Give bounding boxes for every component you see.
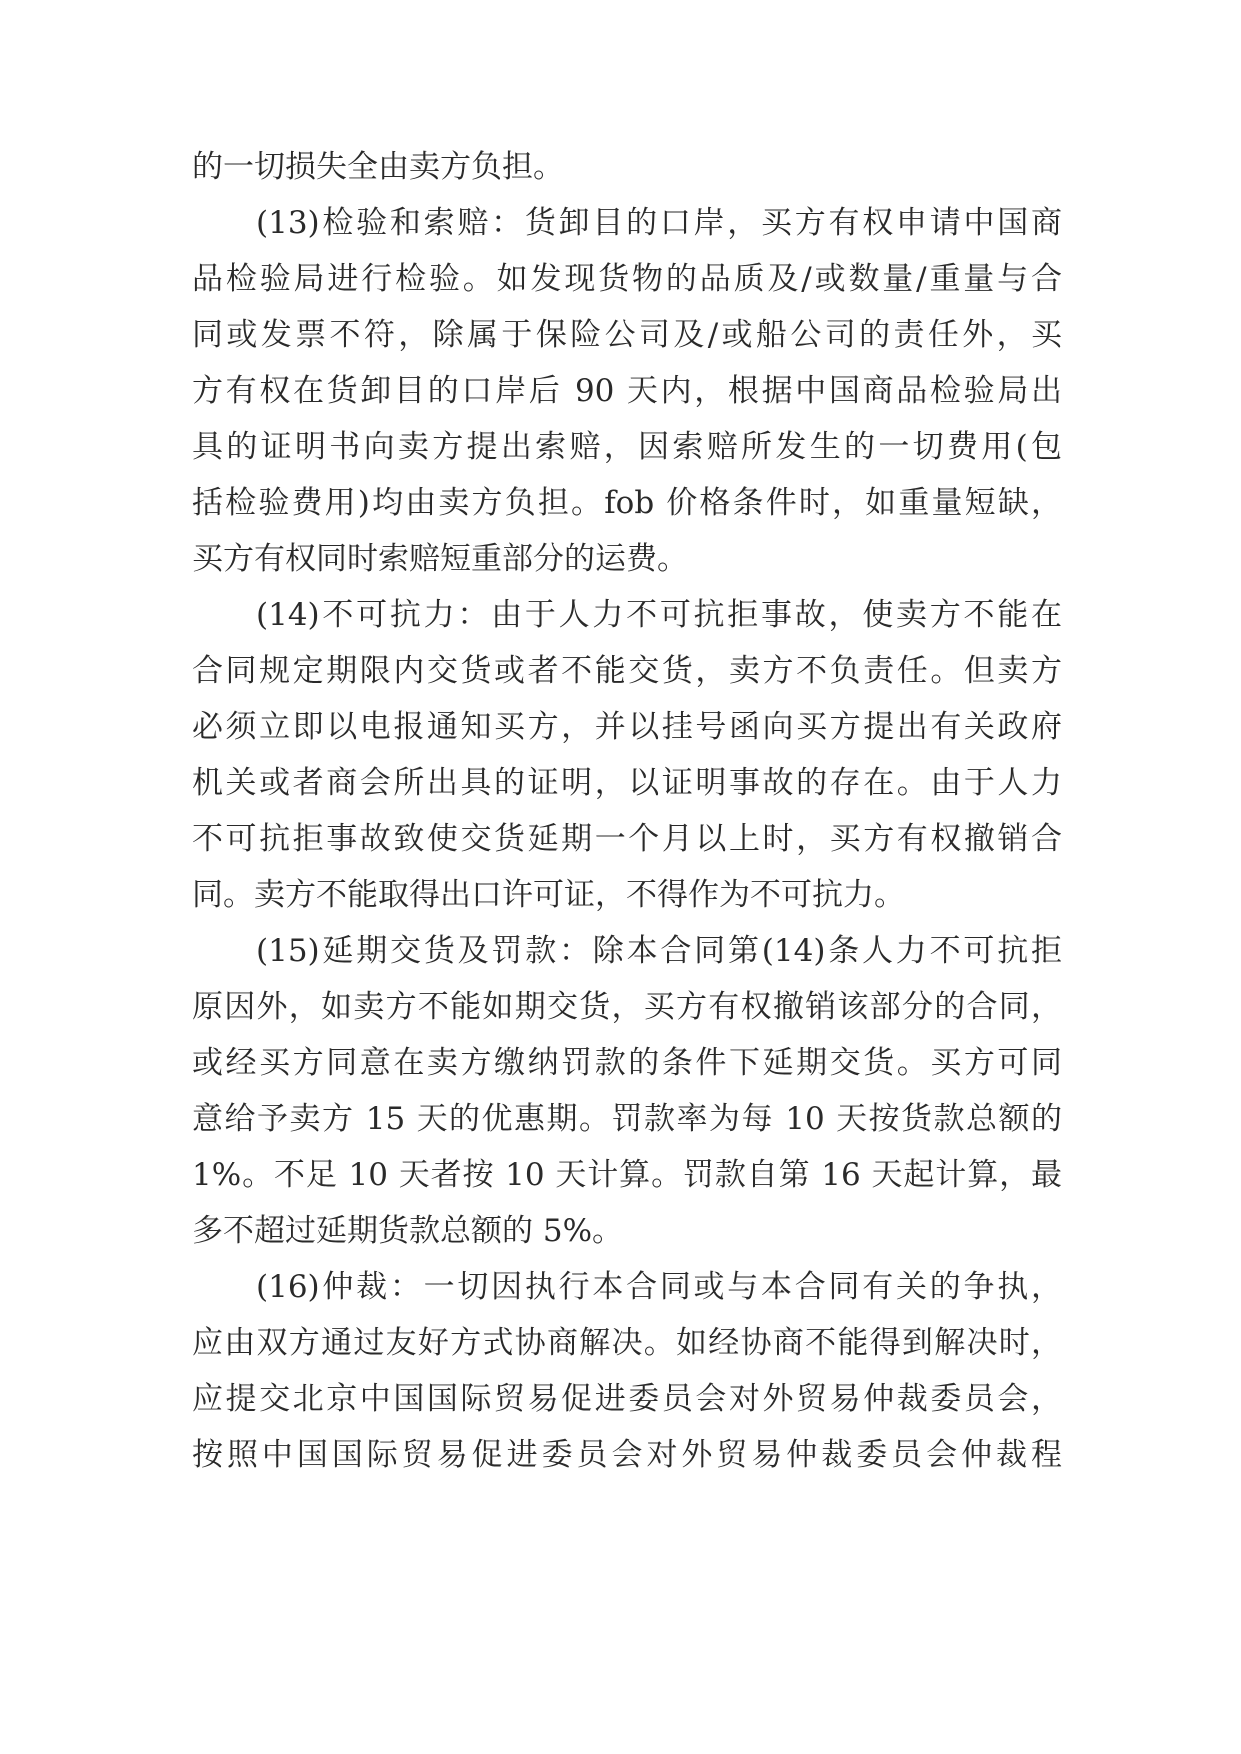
text-line: 按照中国国际贸易促进委员会对外贸易仲裁委员会仲裁程 <box>192 1437 1062 1473</box>
text-line: 不可抗拒事故致使交货延期一个月以上时，买方有权撤销合 <box>192 821 1062 857</box>
text-line: 必须立即以电报通知买方，并以挂号函向买方提出有关政府 <box>192 709 1062 745</box>
text-line: 的一切损失全由卖方负担。 <box>192 149 564 185</box>
text-line: 具的证明书向卖方提出索赔，因索赔所发生的一切费用(包 <box>192 429 1062 465</box>
text-line: 同或发票不符，除属于保险公司及/或船公司的责任外，买 <box>192 317 1062 353</box>
text-line: (14)不可抗力：由于人力不可抗拒事故，使卖方不能在 <box>256 597 1062 633</box>
text-line: 应由双方通过友好方式协商解决。如经协商不能得到解决时， <box>192 1325 1062 1361</box>
text-line: 意给予卖方 15 天的优惠期。罚款率为每 10 天按货款总额的 <box>192 1101 1062 1137</box>
text-line: (16)仲裁：一切因执行本合同或与本合同有关的争执， <box>256 1269 1062 1305</box>
text-line: 括检验费用)均由卖方负担。fob 价格条件时，如重量短缺， <box>192 485 1062 521</box>
text-line: (15)延期交货及罚款：除本合同第(14)条人力不可抗拒 <box>256 933 1062 969</box>
text-line: 品检验局进行检验。如发现货物的品质及/或数量/重量与合 <box>192 261 1062 297</box>
text-line: 买方有权同时索赔短重部分的运费。 <box>192 541 688 577</box>
text-line: 机关或者商会所出具的证明，以证明事故的存在。由于人力 <box>192 765 1062 801</box>
text-line: (13)检验和索赔：货卸目的口岸，买方有权申请中国商 <box>256 205 1062 241</box>
text-line: 应提交北京中国国际贸易促进委员会对外贸易仲裁委员会， <box>192 1381 1062 1417</box>
text-line: 合同规定期限内交货或者不能交货，卖方不负责任。但卖方 <box>192 653 1062 689</box>
text-line: 原因外，如卖方不能如期交货，买方有权撤销该部分的合同， <box>192 989 1062 1025</box>
text-line: 或经买方同意在卖方缴纳罚款的条件下延期交货。买方可同 <box>192 1045 1062 1081</box>
text-line: 多不超过延期货款总额的 5%。 <box>192 1213 624 1249</box>
text-line: 同。卖方不能取得出口许可证，不得作为不可抗力。 <box>192 877 905 913</box>
text-line: 1%。不足 10 天者按 10 天计算。罚款自第 16 天起计算，最 <box>192 1157 1062 1193</box>
text-line: 方有权在货卸目的口岸后 90 天内，根据中国商品检验局出 <box>192 373 1062 409</box>
